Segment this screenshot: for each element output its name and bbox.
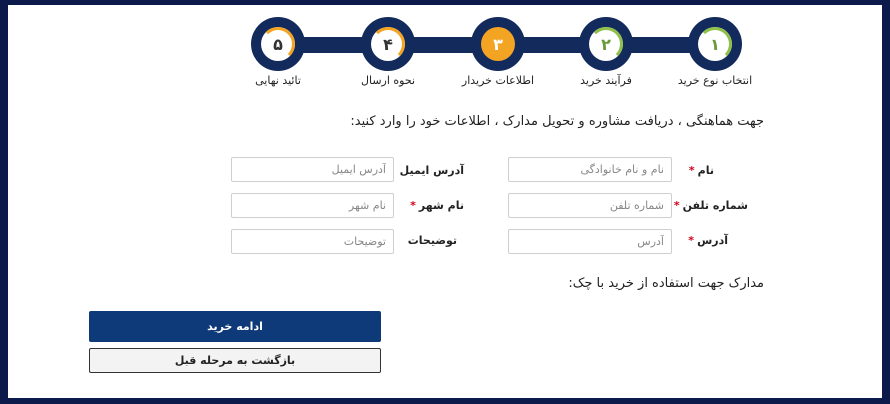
- step-4-number: ۴: [371, 27, 405, 61]
- address-label: آدرس*: [688, 234, 728, 247]
- step-2[interactable]: [579, 17, 633, 71]
- step-1[interactable]: [688, 17, 742, 71]
- email-label: آدرس ایمیل: [399, 164, 464, 177]
- required-marker: *: [673, 199, 680, 212]
- step-4[interactable]: [361, 17, 415, 71]
- phone-label: شماره تلفن*: [673, 199, 748, 212]
- step-4-progress-ring: [371, 27, 405, 61]
- notes-label: توضیحات: [407, 234, 457, 247]
- step-5-label: تائید نهایی: [255, 74, 301, 87]
- email-input[interactable]: [231, 157, 394, 182]
- notes-input[interactable]: [231, 229, 394, 254]
- name-input[interactable]: [508, 157, 672, 182]
- step-3-number: ۳: [481, 27, 515, 61]
- required-marker: *: [688, 164, 695, 177]
- step-5[interactable]: [251, 17, 305, 71]
- step-5-number: ۵: [261, 27, 295, 61]
- step-3-label: اطلاعات خریدار: [461, 74, 535, 87]
- required-marker: *: [688, 234, 695, 247]
- address-input[interactable]: [508, 229, 672, 254]
- step-1-progress-ring: [698, 27, 732, 61]
- city-input[interactable]: [231, 193, 394, 218]
- name-label: نام*: [688, 164, 714, 177]
- step-3[interactable]: [471, 17, 525, 71]
- step-1-label: انتخاب نوع خرید: [677, 74, 753, 87]
- documents-heading: مدارک جهت استفاده از خرید با چک:: [568, 276, 764, 291]
- city-label: نام شهر*: [410, 199, 464, 212]
- continue-purchase-button[interactable]: ادامه خرید: [89, 311, 381, 342]
- step-2-label: فرآیند خرید: [580, 74, 632, 87]
- back-to-previous-step-button[interactable]: بازگشت به مرحله قبل: [89, 348, 381, 373]
- instructions-text: جهت هماهنگی ، دریافت مشاوره و تحویل مدارک ، اطلاعات خود را وارد کنید:: [350, 114, 764, 129]
- step-2-number: ۲: [589, 27, 623, 61]
- step-5-progress-ring: [261, 27, 295, 61]
- step-1-number: ۱: [698, 27, 732, 61]
- required-marker: *: [410, 199, 416, 212]
- phone-input[interactable]: [508, 193, 672, 218]
- step-2-progress-ring: [589, 27, 623, 61]
- step-4-label: نحوه ارسال: [360, 74, 416, 87]
